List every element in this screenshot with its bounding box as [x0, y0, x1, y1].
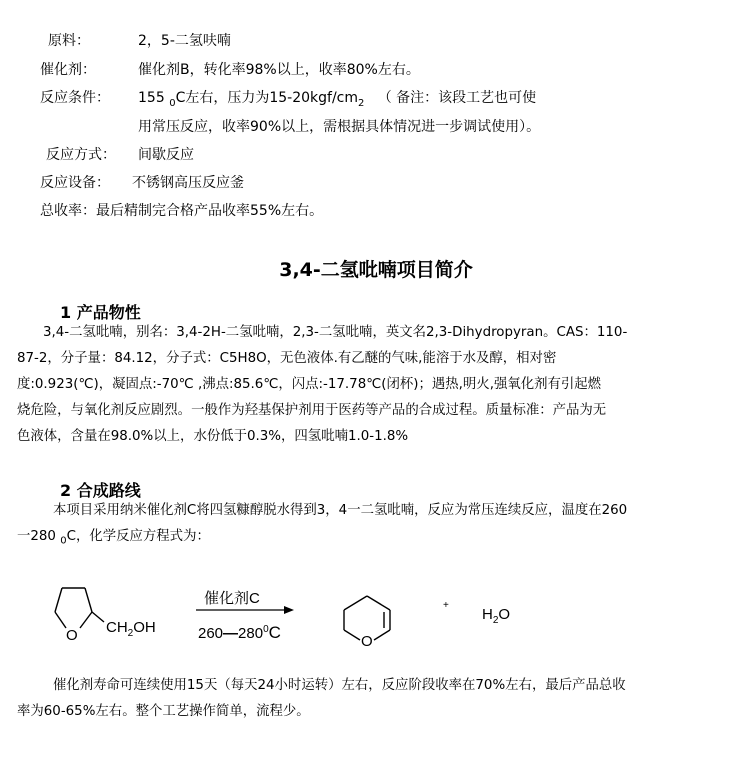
section2-line1: 本项目采用纳米催化剂C将四氢糠醇脱水得到3，4一二氢吡喃，反应为常压连续反应，温度在260 [53, 503, 628, 518]
section2-line2: 一280 $_0$C，化学反应方程式为： [17, 529, 210, 547]
section2-heading: 2 合成路线 [60, 481, 141, 500]
total-yield-label: 总收率： [40, 203, 96, 219]
conditions-note-line2: 用常压反应，收率90%以上，需根据具体情况进一步调试使用）。 [138, 119, 541, 135]
page-title: 3,4-二氢吡喃项目简介 [279, 259, 473, 281]
section1-heading: 1 产品物性 [60, 303, 141, 322]
mode-label: 反应方式： [46, 147, 116, 163]
raw-material-label: 原料： [48, 33, 90, 49]
reactant-ring-oxygen: O [66, 627, 78, 644]
product-ring-oxygen: O [361, 633, 373, 650]
water-formula: $H_2O$ [482, 606, 511, 626]
conditions-value: 155 $_0$C左右，压力为$15-20kgf/cm_2$ （ 备注：该段工艺也可使 [138, 90, 537, 109]
section1-line: 色液体，含量在98.0%以上，水份低于0.3%，四氢吡喃1.0-1.8% [17, 429, 409, 444]
section2-body [17, 498, 733, 555]
arrow-temperature: $260—280^0C$ [198, 623, 281, 642]
section1-line: 度:0.923(℃)，凝固点:-70℃ ,沸点:85.6℃，闪点:-17.78℃(闭杯)；遇热,明火,强氧化剂有引起燃 [17, 377, 602, 392]
total-yield-value: 最后精制完合格产品收率55%左右。 [96, 203, 324, 219]
section1-line: 烧危险，与氧化剂反应剧烈。一般作为羟基保护剂用于医药等产品的合成过程。质量标准：产品为无 [17, 403, 607, 418]
closing-paragraph [17, 673, 733, 725]
equipment-label: 反应设备： [40, 175, 110, 191]
arrow-catalyst-label: 催化剂C [204, 590, 260, 607]
mode-value: 间歇反应 [138, 147, 194, 163]
conditions-label: 反应条件： [40, 90, 110, 106]
reaction-arrow-head [284, 606, 294, 614]
closing-line: 催化剂寿命可连续使用15天（每天24小时运转）左右，反应阶段收率在70%左右，最后产品总收 [53, 678, 626, 693]
equipment-value: 不锈钢高压反应釜 [132, 175, 244, 191]
section1-line: 87-2，分子量：84.12，分子式：C5H8O，无色液体.有乙醚的气味,能溶于水及醇，相对密 [17, 351, 557, 366]
reactant-ch2oh: $CH_2OH$ [106, 619, 156, 639]
closing-line: 率为60-65%左右。整个工艺操作简单，流程少。 [17, 704, 310, 719]
reactant-structure [55, 588, 104, 628]
catalyst-label: 催化剂： [40, 62, 96, 78]
raw-material-value: 2，5-二氢呋喃 [138, 33, 231, 49]
catalyst-value: 催化剂B，转化率98%以上，收率80%左右。 [138, 62, 420, 78]
section1-body [17, 320, 733, 450]
section1-line: 3,4-二氢吡喃，别名：3,4-2H-二氢吡喃，2,3-二氢吡喃，英文名2,3-Dihydropyran。CAS：110- [43, 325, 628, 340]
reaction-scheme [0, 570, 752, 660]
plus-sign: + [443, 600, 449, 611]
